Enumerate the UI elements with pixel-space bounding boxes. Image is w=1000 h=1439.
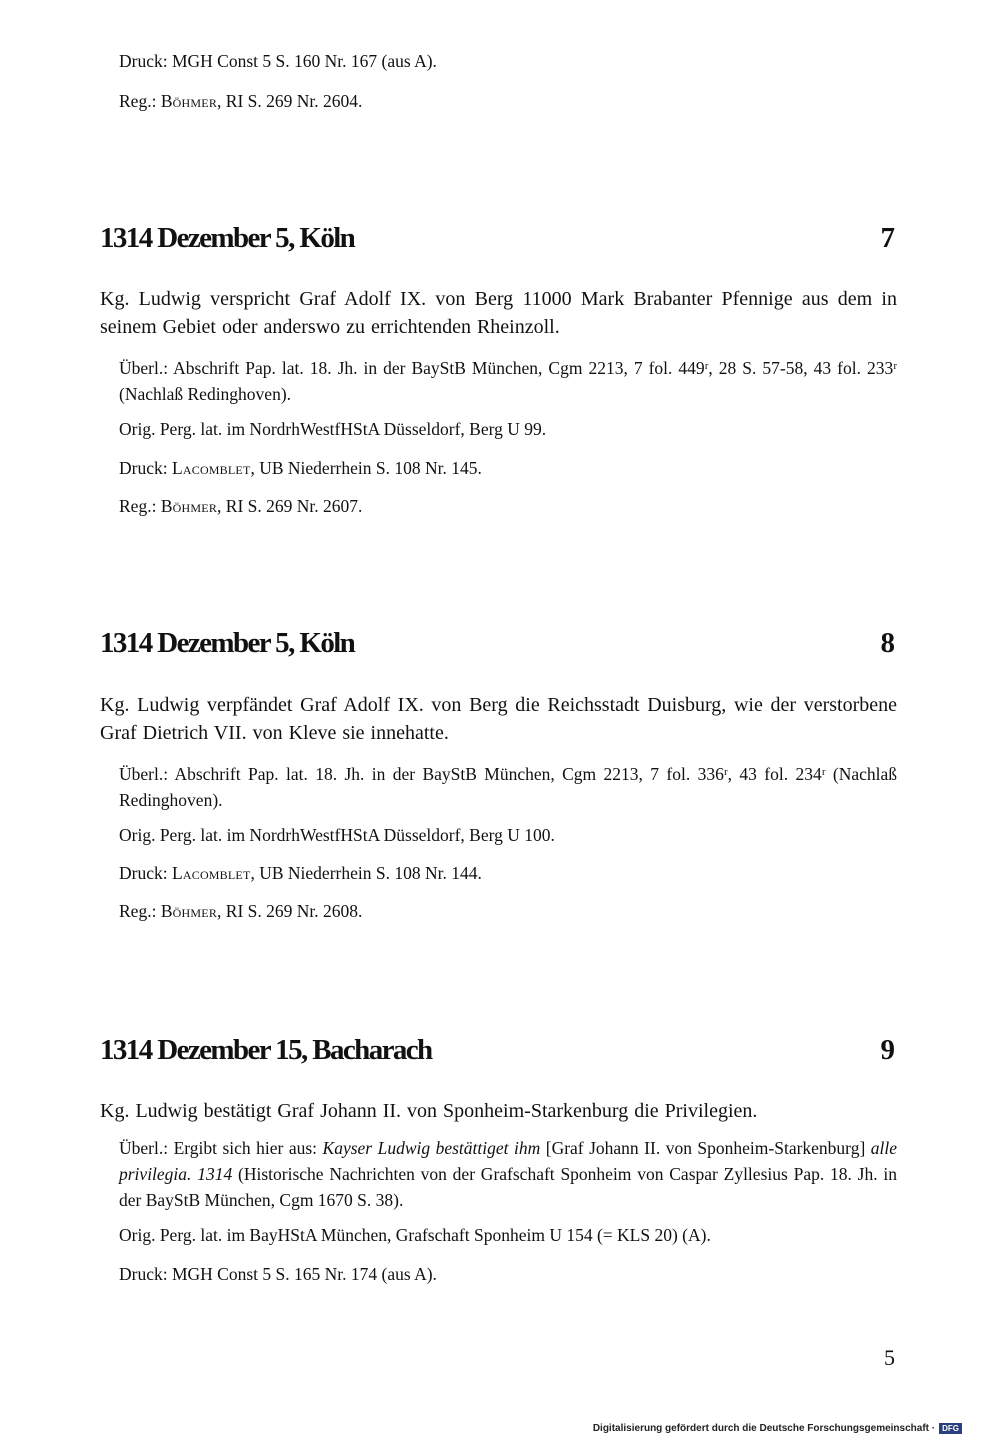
entry-number: 9 <box>880 1034 895 1066</box>
entry-summary: Kg. Ludwig verpfändet Graf Adolf IX. von Berg die Reichsstadt Duisburg, wie der verstorbene Graf Dietrich VII. von Kleve sie innehatte. <box>100 694 897 744</box>
digitization-footer <box>593 1423 962 1434</box>
dfg-logo-icon: DFG <box>939 1423 962 1434</box>
entry-heading: 1314 Dezember 5, Köln <box>100 222 355 254</box>
entry-orig: Orig. Perg. lat. im NordrhWestfHStA Düsseldorf, Berg U 100. <box>119 825 555 845</box>
entry-summary: Kg. Ludwig verspricht Graf Adolf IX. von Berg 11000 Mark Brabanter Pfennige aus dem in seinem Gebiet oder anderswo zu errichtenden Rheinzoll. <box>100 288 897 338</box>
entry-summary: Kg. Ludwig bestätigt Graf Johann II. von Sponheim-Starkenburg die Privilegien. <box>100 1100 758 1122</box>
entry-druck: Druck: Lacomblet, UB Niederrhein S. 108 Nr. 145. <box>119 458 482 478</box>
entry-orig: Orig. Perg. lat. im NordrhWestfHStA Düsseldorf, Berg U 99. <box>119 419 547 439</box>
entry-reg: Reg.: Böhmer, RI S. 269 Nr. 2608. <box>119 901 363 921</box>
top-druck: Druck: MGH Const 5 S. 160 Nr. 167 (aus A). <box>119 51 437 71</box>
page-number: 5 <box>884 1345 895 1370</box>
entry-orig: Orig. Perg. lat. im BayHStA München, Grafschaft Sponheim U 154 (= KLS 20) (A). <box>119 1225 711 1245</box>
entry-uberl: Überl.: Abschrift Pap. lat. 18. Jh. in der BayStB München, Cgm 2213, 7 fol. 336ʳ, 43 fol. 234ʳ (Nachlaß Redinghoven). <box>119 764 897 810</box>
entry-heading: 1314 Dezember 15, Bacharach <box>100 1034 432 1066</box>
footer-text: Digitalisierung gefördert durch die Deutsche Forschungsgemeinschaft · <box>592 1423 936 1434</box>
entry-druck: Druck: MGH Const 5 S. 165 Nr. 174 (aus A). <box>119 1264 437 1284</box>
author-name: Böhmer <box>160 91 218 111</box>
entry-uberl: Überl.: Ergibt sich hier aus: Kayser Ludwig bestättiget ihm [Graf Johann II. von Sponheim-Starkenburg] alle privilegia. 1314 (Historische Nachrichten von der Grafschaft Sponheim von Caspar Zyllesius Pap. 18. Jh. in der BayStB München, Cgm 1670 S. 38). <box>119 1138 898 1210</box>
entry-druck: Druck: Lacomblet, UB Niederrhein S. 108 Nr. 144. <box>119 863 482 883</box>
entry-uberl: Überl.: Abschrift Pap. lat. 18. Jh. in der BayStB München, Cgm 2213, 7 fol. 449ʳ, 28 S. 57-58, 43 fol. 233ʳ (Nachlaß Redinghoven). <box>119 358 897 404</box>
entry-reg: Reg.: Böhmer, RI S. 269 Nr. 2607. <box>119 496 363 516</box>
top-reg: Reg.: Böhmer, RI S. 269 Nr. 2604. <box>119 91 363 111</box>
entry-heading: 1314 Dezember 5, Köln <box>100 627 355 659</box>
entry-number: 7 <box>880 222 895 254</box>
entry-number: 8 <box>880 627 895 659</box>
